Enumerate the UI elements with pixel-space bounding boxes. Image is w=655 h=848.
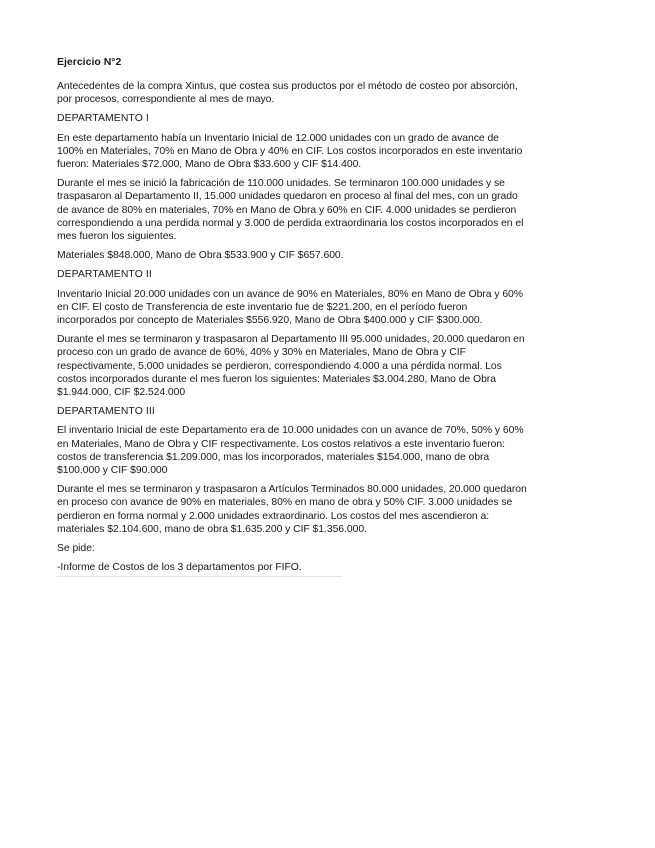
- dept2-heading: DEPARTAMENTO II: [57, 269, 152, 281]
- exercise-title: Ejercicio N°2: [57, 56, 122, 68]
- ask-label: Se pide:: [57, 543, 95, 555]
- dept1-heading: DEPARTAMENTO I: [57, 113, 149, 125]
- dept3-paragraph-1: El inventario Inicial de este Departamento era de 10.000 unidades con un avance de 70%, 50% y 60% en Materiales, Mano de Obra y CIF respectivamente. Los costos relativos a este inventario fueron: costos de transferencia $1.209.000, mas los incorporados, materiales $154.000, mano de obra $100.000 y CIF $90.000: [57, 425, 524, 477]
- bottom-divider: [57, 576, 342, 577]
- dept3-paragraph-2: Durante el mes se terminaron y traspasaron a Artículos Terminados 80.000 unidades, 20.000 quedaron en proceso con avance de 90% en materiales, 80% en mano de obra y 50% CIF. 3.000 unidades se perdieron en forma normal y 2.000 unidades extraordinario. Los costos del mes ascendieron a: materiales $2.104.600, mano de obra $1.635.200 y CIF $1.356.000.: [57, 484, 527, 535]
- dept1-paragraph-1: En este departamento había un Inventario Inicial de 12.000 unidades con un grado de avance de 100% en Materiales, 70% en Mano de Obra y 40% en CIF. Los costos incorporados en este inventario fueron: Materiales $72.000, Mano de Obra $33.600 y CIF $14.400.: [57, 132, 523, 171]
- intro-paragraph: Antecedentes de la compra Xintus, que costea sus productos por el método de costeo por absorción, por procesos, correspondiente al mes de mayo.: [57, 81, 518, 106]
- dept1-paragraph-2: Durante el mes se inició la fabricación de 110.000 unidades. Se terminaron 100.000 unidades y se traspasaron al Departamento II, 15.000 unidades quedaron en proceso al final del mes, con un grado de avance de 80% en materiales, 70% en Mano de Obra y 60% en CIF. 4.000 unidades se perdieron correspondiendo a una perdida normal y 3.000 de perdida extraordinaria los costos incorporados en el mes fueron los siguientes.: [57, 178, 524, 243]
- document-page: [57, 55, 527, 577]
- dept1-paragraph-3: Materiales $848.000, Mano de Obra $533.900 y CIF $657.600.: [57, 250, 344, 262]
- dept3-heading: DEPARTAMENTO III: [57, 406, 155, 418]
- dept2-paragraph-2: Durante el mes se terminaron y traspasaron al Departamento III 95.000 unidades, 20.000 quedaron en proceso con un grado de avance de 60%, 40% y 30% en Materiales, Mano de Obra y CIF respectivamente, 5.000 unidades se perdieron, correspondiendo 4.000 a una pérdida normal. Los costos incorporados durante el mes fueron los siguientes: Materiales $3.004.280, Mano de Obra $1.944.000, CIF $2.524.000: [57, 334, 525, 399]
- ask-item: -Informe de Costos de los 3 departamentos por FIFO.: [57, 562, 302, 574]
- dept2-paragraph-1: Inventario Inicial 20.000 unidades con un avance de 90% en Materiales, 80% en Mano de Obra y 60% en CIF. El costo de Transferencia de este inventario fue de $221.200, en el período fueron incorporados por concepto de Materiales $556.920, Mano de Obra $400.000 y CIF $300.000.: [57, 288, 523, 327]
